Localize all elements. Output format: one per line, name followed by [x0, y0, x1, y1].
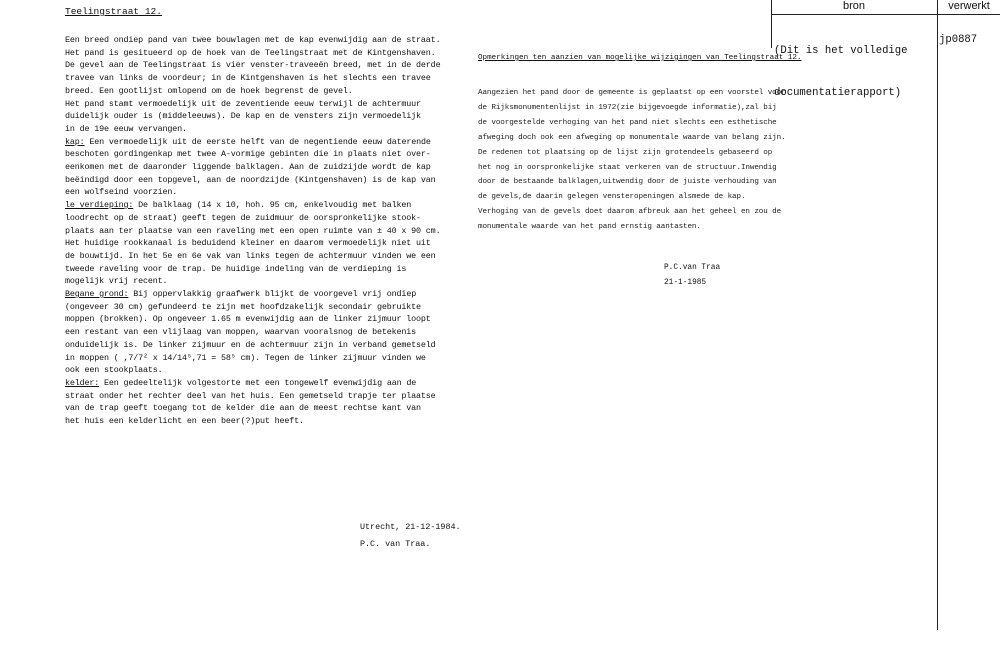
report-text: breed. Een gootlijst omlopend om de hoek begrenst de gevel. — [65, 85, 353, 96]
report-line — [65, 136, 465, 149]
remarks-line: de gevels,de daarin gelegen vensteropeningen alsmede de kap. — [478, 193, 746, 202]
report-text: onduidelijk is. De linker zijmuur en de achtermuur zijn in verband gemetseld — [65, 339, 436, 350]
report-line — [65, 34, 465, 47]
remarks-line: de voorgestelde verhoging van het pand niet slechts een esthetische — [478, 118, 777, 127]
stamp-note-line: documentatierapport) — [774, 87, 902, 99]
remarks-line: het nog in oorspronkelijke staat verkeren van de structuur.Inwendig — [478, 163, 777, 172]
report-text: Een gedeeltelijk volgestorte met een tongewelf evenwijdig aan de — [99, 377, 417, 388]
section-heading: kap: — [65, 136, 85, 147]
report-line — [65, 415, 465, 428]
report-line — [65, 377, 465, 390]
signature-date: 21-1-1985 — [664, 279, 707, 287]
report-text: mogelijk vrij recent. — [65, 276, 168, 287]
remarks-line: Verhoging van de gevels doet daarom afbreuk aan het geheel en zou de — [478, 208, 782, 217]
report-line — [65, 352, 465, 365]
remarks-line: Aangezien het pand door de gemeente is geplaatst op een voorstel voor — [478, 89, 786, 97]
report-line — [65, 263, 465, 276]
remarks-line: door de bestaande balklagen,uitwendig door de juiste verhouding van — [478, 178, 777, 187]
report-text: beëindigd door een topgevel, aan de noordzijde (Kintgenshaven) is de kap van — [65, 174, 436, 185]
report-text: Een vermoedelijk uit de eerste helft van de negentiende eeuw daterende — [84, 136, 431, 147]
stamp-code: jp0887 — [939, 34, 978, 46]
report-text: het huis een kelderlicht en een beer(?)put heeft. — [65, 416, 304, 427]
report-line — [65, 225, 465, 238]
report-text: straat onder het rechter deel van het huis. Een gemetseld trapje ter plaatse — [65, 390, 436, 401]
report-line — [65, 199, 465, 212]
report-text: (ongeveer 30 cm) gefundeerd te zijn met hoofdzakelijk secondair gebruikte — [65, 301, 421, 312]
report-line — [65, 402, 465, 415]
stamp-header-verwerkt: verwerkt — [948, 0, 990, 12]
report-line — [65, 161, 465, 174]
report-line — [65, 390, 465, 403]
report-line — [65, 72, 465, 85]
report-line — [65, 237, 465, 250]
report-text: moppen (brokken). Op ongeveer 1.65 m evenwijdig aan de linker zijmuur loopt — [65, 314, 431, 325]
section-heading: Begane grond: — [65, 289, 129, 300]
right-signature — [664, 261, 720, 291]
report-text: Een breed ondiep pand van twee bouwlagen met de kap evenwijdig aan de straat. — [65, 35, 441, 45]
document-title: Teelingstraat 12. — [65, 6, 162, 17]
report-line — [65, 98, 465, 111]
remarks-heading: Opmerkingen ten aanzien van mogelijke wijzigingen van Teelingstraat 12. — [478, 54, 802, 62]
signature-author: P.C. van Traa. — [360, 539, 431, 549]
remarks-body — [478, 86, 818, 235]
report-line — [65, 123, 465, 136]
report-line — [65, 47, 465, 60]
report-text: in moppen ( ,7/7² x 14/14⁵,71 = 58⁵ cm). Tegen de linker zijmuur vinden we — [65, 352, 426, 363]
signature-place-date: Utrecht, 21-12-1984. — [360, 522, 461, 532]
report-text: duidelijk ouder is (middeleeuws). De kap en de vensters zijn vermoedelijk — [65, 111, 421, 122]
report-text: van de trap geeft toegang tot de kelder die aan de meest rechtse kant van — [65, 403, 421, 414]
report-text: plaats aan ter plaatse van een raveling met een open ruimte van ± 40 x 90 cm. — [65, 225, 441, 236]
report-text: eenkomen met de daaronder liggende balklagen. Aan de zuidzijde wordt de kap — [65, 162, 431, 173]
report-line — [65, 250, 465, 263]
report-body — [65, 34, 465, 428]
report-text: Bij oppervlakkig graafwerk blijkt de voorgevel vrij ondiep — [128, 289, 417, 300]
report-line — [65, 326, 465, 339]
report-line — [65, 275, 465, 288]
report-text: beschoten gordingenkap met twee A-vormige gebinten die in plaats niet over- — [65, 149, 431, 160]
signature-author: P.C.van Traa — [664, 264, 721, 272]
report-line — [65, 301, 465, 314]
left-signature — [360, 519, 461, 553]
report-text: Het pand stamt vermoedelijk uit de zeventiende eeuw terwijl de achtermuur — [65, 98, 421, 109]
report-text: Het huidige rookkanaal is beduidend kleiner en daarom vermoedelijk niet uit — [65, 238, 431, 249]
report-text: de bouwtijd. In het 5e en 6e vak van links tegen de achtermuur vinden we een — [65, 250, 436, 261]
remarks-line: De redenen tot plaatsing op de lijst zijn grotendeels gebaseerd op — [478, 148, 773, 157]
remarks-line: afweging doch ook een afweging op monumentale waarde van belang zijn. — [478, 133, 786, 142]
report-line — [65, 186, 465, 199]
report-line — [65, 212, 465, 225]
report-text: Het pand is gesitueerd op de hoek van de Teelingstraat met de Kintgenshaven. — [65, 47, 436, 58]
stamp-divider — [937, 0, 938, 630]
report-text: een restant van een vlijlaag van moppen, waarvan vooralsnog de betekenis — [65, 327, 417, 338]
report-text: ook een stookplaats. — [65, 365, 163, 376]
report-line — [65, 364, 465, 377]
section-heading: kelder: — [65, 377, 100, 388]
report-line — [65, 339, 465, 352]
stamp-note — [774, 16, 908, 128]
section-heading: le verdieping: — [65, 200, 134, 211]
report-line — [65, 288, 465, 301]
report-line — [65, 85, 465, 98]
remarks-line: de Rijksmonumentenlijst in 1972(zie bijgevoegde informatie),zal bij — [478, 103, 777, 112]
report-text: in de 19e eeuw vervangen. — [65, 123, 187, 134]
archive-stamp-table — [771, 0, 1000, 630]
stamp-divider — [771, 14, 1000, 15]
stamp-header-bron: bron — [842, 0, 866, 12]
report-text: De balklaag (14 x 10, hoh. 95 cm, enkelvoudig met balken — [133, 200, 412, 211]
remarks-line: monumentale waarde van het pand ernstig aantasten. — [478, 223, 701, 232]
report-line — [65, 59, 465, 72]
report-text: loodrecht op de straat) geeft tegen de zuidmuur de oorspronkelijke stook- — [65, 212, 421, 223]
report-text: travee van links de voordeur; in de Kintgenshaven is het slechts een travee — [65, 73, 431, 84]
report-line — [65, 110, 465, 123]
report-line — [65, 148, 465, 161]
report-line — [65, 313, 465, 326]
stamp-note-line: (Dit is het volledige — [774, 45, 908, 57]
report-text: De gevel aan de Teelingstraat is vier venster-traveeën breed, met in de derde — [65, 60, 441, 71]
report-line — [65, 174, 465, 187]
report-text: tweede raveling voor de trap. De huidige indeling van de verdieping is — [65, 263, 407, 274]
report-text: een wolfseind voorzien. — [65, 187, 178, 198]
